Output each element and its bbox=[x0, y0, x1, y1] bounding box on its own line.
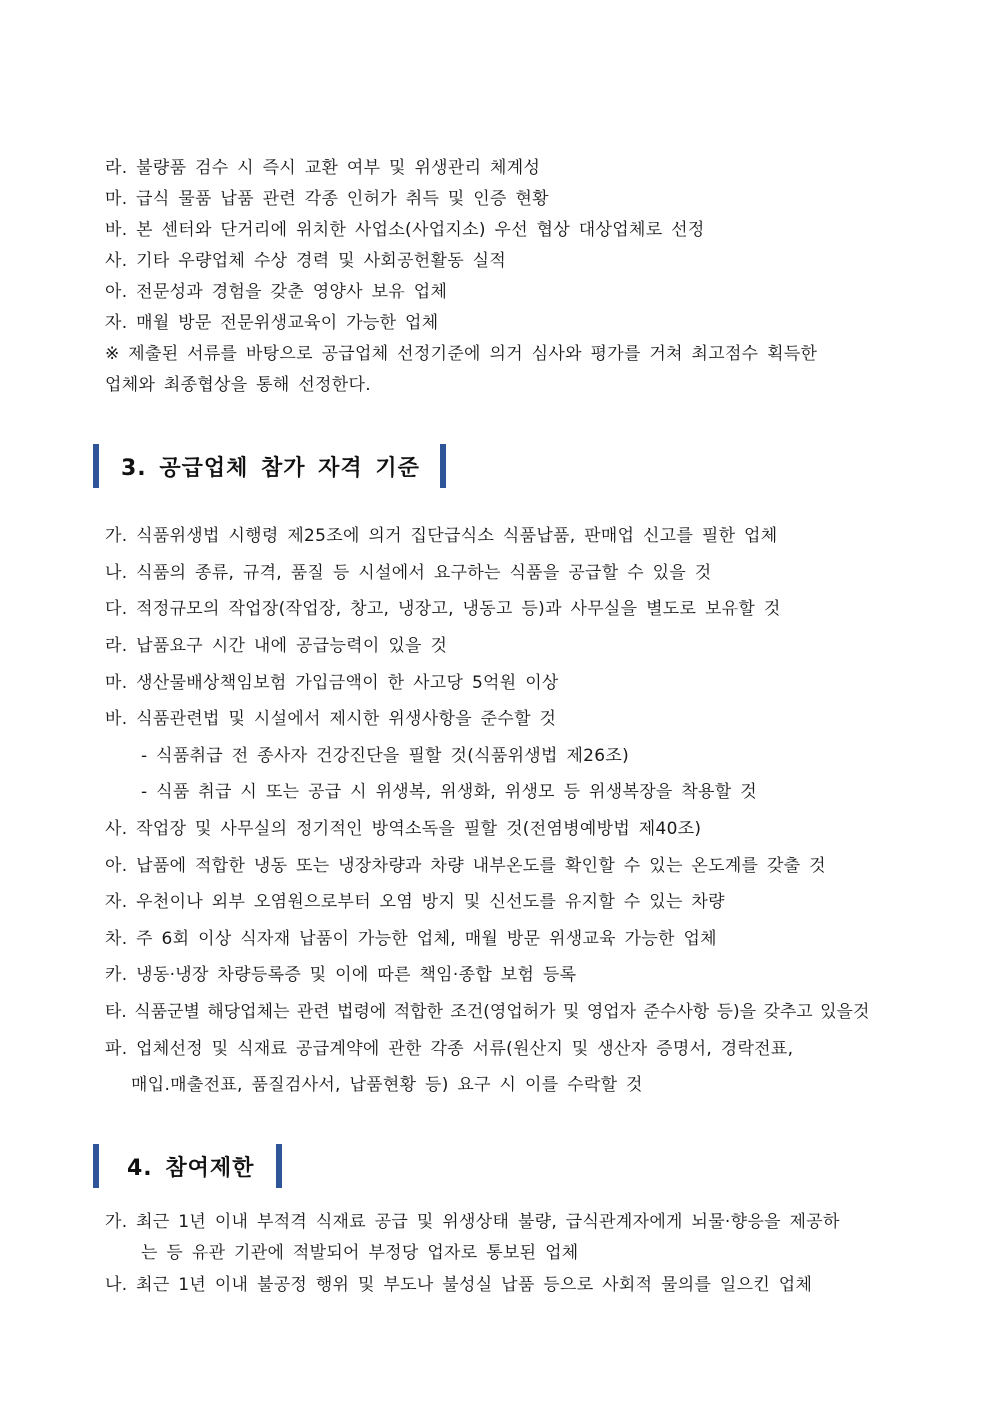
section3-heading bbox=[93, 444, 446, 488]
qual-item-ta: 타. 식품군별 해당업체는 관련 법령에 적합한 조건(영업허가 및 영업자 준수사항 등)을 갖추고 있을것 bbox=[105, 1002, 870, 1022]
criteria-item-sa: 사. 기타 우량업체 수상 경력 및 사회공헌활동 실적 bbox=[105, 251, 507, 271]
criteria-note-cont: 업체와 최종협상을 통해 선정한다. bbox=[105, 375, 371, 395]
section4-heading bbox=[93, 1144, 282, 1188]
qual-item-da: 다. 적정규모의 작업장(작업장, 창고, 냉장고, 냉동고 등)과 사무실을 별도로 보유할 것 bbox=[105, 599, 781, 619]
restrict-item-ga: 가. 최근 1년 이내 부적격 식재료 공급 및 위생상태 불량, 급식관계자에게 뇌물·향응을 제공하 bbox=[105, 1212, 840, 1232]
qual-item-ra: 라. 납품요구 시간 내에 공급능력이 있을 것 bbox=[105, 636, 448, 656]
criteria-note: ※ 제출된 서류를 바탕으로 공급업체 선정기준에 의거 심사와 평가를 거쳐 최고점수 획득한 bbox=[105, 344, 818, 364]
criteria-item-a: 아. 전문성과 경험을 갖춘 영양사 보유 업체 bbox=[105, 282, 448, 302]
qual-sub-item-1: - 식품취급 전 종사자 건강진단을 필할 것(식품위생법 제26조) bbox=[141, 746, 630, 766]
criteria-item-ja: 자. 매월 방문 전문위생교육이 가능한 업체 bbox=[105, 313, 439, 333]
criteria-item-ba: 바. 본 센터와 단거리에 위치한 사업소(사업지소) 우선 협상 대상업체로 선정 bbox=[105, 220, 705, 240]
qual-item-cha: 차. 주 6회 이상 식자재 납품이 가능한 업체, 매월 방문 위생교육 가능한 업체 bbox=[105, 929, 717, 949]
qual-item-na: 나. 식품의 종류, 규격, 품질 등 시설에서 요구하는 식품을 공급할 수 있을 것 bbox=[105, 563, 712, 583]
qual-item-ja: 자. 우천이나 외부 오염원으로부터 오염 방지 및 신선도를 유지할 수 있는 차량 bbox=[105, 892, 725, 912]
heading-bar-right bbox=[440, 444, 446, 488]
section3-title: 3. 공급업체 참가 자격 기준 bbox=[121, 455, 420, 481]
qual-item-a: 아. 납품에 적합한 냉동 또는 냉장차량과 차량 내부온도를 확인할 수 있는 온도계를 갖출 것 bbox=[105, 856, 826, 876]
qual-item-ma: 마. 생산물배상책임보험 가입금액이 한 사고당 5억원 이상 bbox=[105, 673, 559, 693]
criteria-item-ra: 라. 불량품 검수 시 즉시 교환 여부 및 위생관리 체계성 bbox=[105, 158, 541, 178]
restrict-item-na: 나. 최근 1년 이내 불공정 행위 및 부도나 불성실 납품 등으로 사회적 물의를 일으킨 업체 bbox=[105, 1275, 813, 1295]
qual-sub-item-2: - 식품 취급 시 또는 공급 시 위생복, 위생화, 위생모 등 위생복장을 착용할 것 bbox=[141, 782, 757, 802]
qual-item-pa-cont: 매입.매출전표, 품질검사서, 납품현황 등) 요구 시 이를 수락할 것 bbox=[131, 1075, 643, 1095]
qual-item-ka: 카. 냉동·냉장 차량등록증 및 이에 따른 책임·종합 보험 등록 bbox=[105, 965, 577, 985]
qual-item-pa: 파. 업체선정 및 식재료 공급계약에 관한 각종 서류(원산지 및 생산자 증명서, 경락전표, bbox=[105, 1039, 794, 1059]
heading-bar-right bbox=[276, 1144, 282, 1188]
qual-item-ba: 바. 식품관련법 및 시설에서 제시한 위생사항을 준수할 것 bbox=[105, 709, 557, 729]
qual-item-sa: 사. 작업장 및 사무실의 정기적인 방역소독을 필할 것(전염병예방법 제40조) bbox=[105, 819, 702, 839]
qual-item-ga: 가. 식품위생법 시행령 제25조에 의거 집단급식소 식품납품, 판매업 신고를 필한 업체 bbox=[105, 526, 778, 546]
section4-title: 4. 참여제한 bbox=[127, 1155, 255, 1181]
criteria-item-ma: 마. 급식 물품 납품 관련 각종 인허가 취득 및 인증 현황 bbox=[105, 189, 549, 209]
restrict-item-ga-cont: 는 등 유관 기관에 적발되어 부정당 업자로 통보된 업체 bbox=[141, 1243, 579, 1263]
